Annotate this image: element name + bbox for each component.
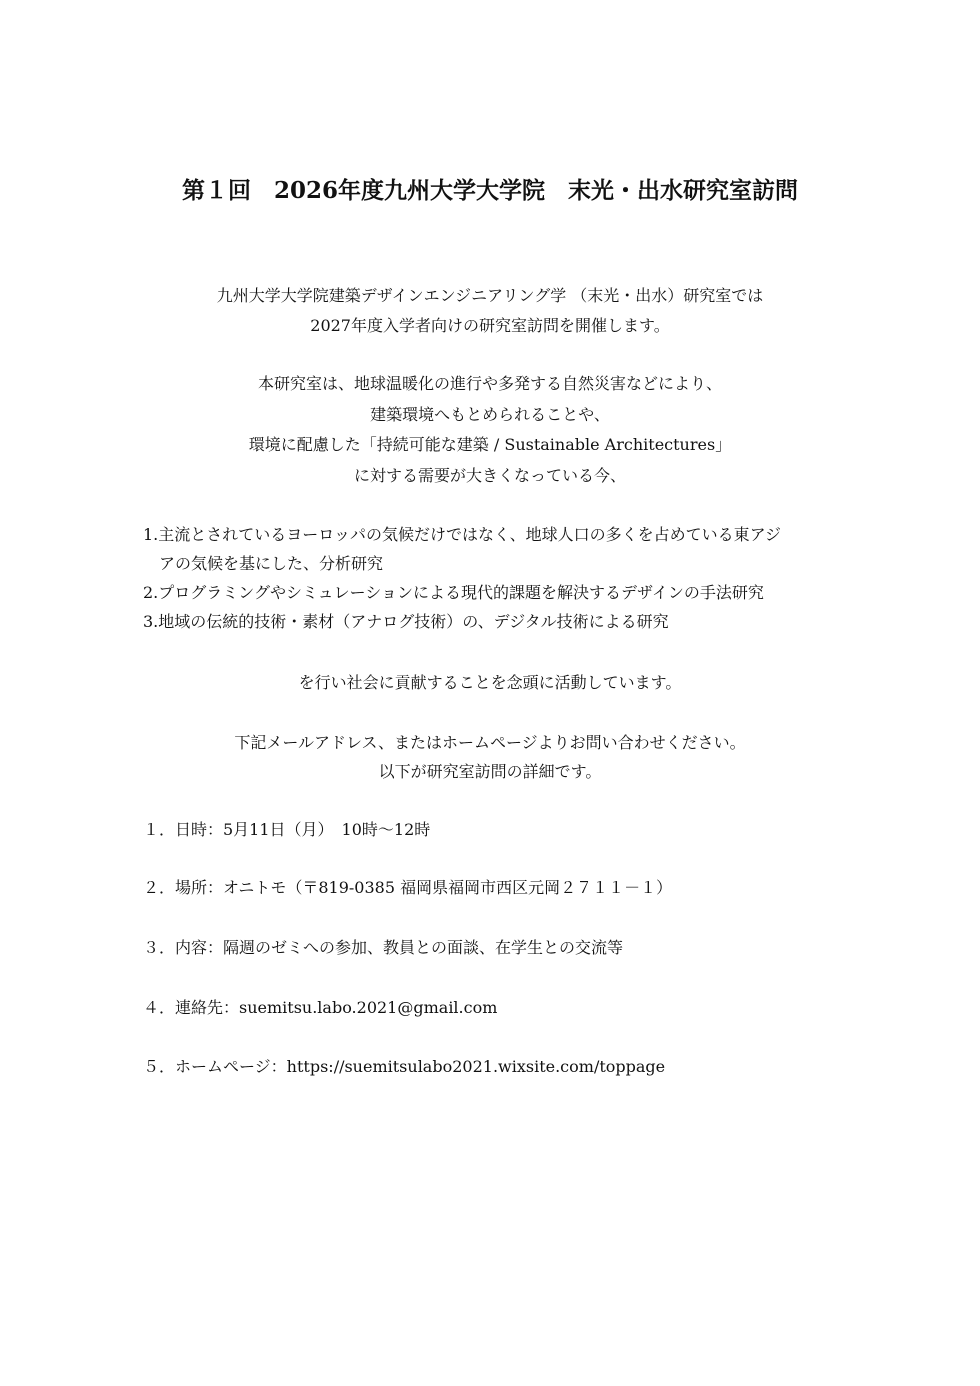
page-title: 第１回 2026年度九州大学大学院 末光・出水研究室訪問 (181, 177, 798, 204)
intro-line: 九州大学大学院建築デザインエンジニアリング学 （末光・出水）研究室では (216, 286, 764, 305)
research-item: 3.地域の伝統的技術・素材（アナログ技術）の、デジタル技術による研究 (143, 612, 669, 631)
contact-note: 以下が研究室訪問の詳細です。 (378, 762, 602, 781)
detail-datetime: １．日時：5月11日（月） 10時～12時 (143, 820, 431, 839)
intro-line: 2027年度入学者向けの研究室訪問を開催します。 (310, 316, 670, 335)
detail-content: ３．内容：隔週のゼミへの参加、教員との面談、在学生との交流等 (143, 938, 624, 957)
detail-homepage: ５．ホームページ：https://suemitsulabo2021.wixsite.com/toppage (143, 1057, 666, 1076)
background-line: に対する需要が大きくなっている今、 (353, 466, 626, 485)
detail-contact-email: ４．連絡先：suemitsu.labo.2021@gmail.com (143, 998, 498, 1017)
research-item-continued: アの気候を基にした、分析研究 (159, 554, 384, 573)
background-line: 環境に配慮した「持続可能な建築 / Sustainable Architectures」 (248, 435, 732, 454)
research-item: 2.プログラミングやシミュレーションによる現代的課題を解決するデザインの手法研究 (143, 583, 764, 602)
contact-note: 下記メールアドレス、またはホームページよりお問い合わせください。 (234, 733, 746, 752)
closing-text: を行い社会に貢献することを念頭に活動しています。 (298, 673, 682, 692)
background-line: 本研究室は、地球温暖化の進行や多発する自然災害などにより、 (257, 374, 722, 393)
research-item: 1.主流とされているヨーロッパの気候だけではなく、地球人口の多くを占めている東アジ (143, 525, 781, 544)
background-line: 建築環境へもとめられることや、 (370, 405, 610, 424)
detail-location: ２．場所：オニトモ（〒819-0385 福岡県福岡市西区元岡２７１１－１） (143, 878, 673, 897)
